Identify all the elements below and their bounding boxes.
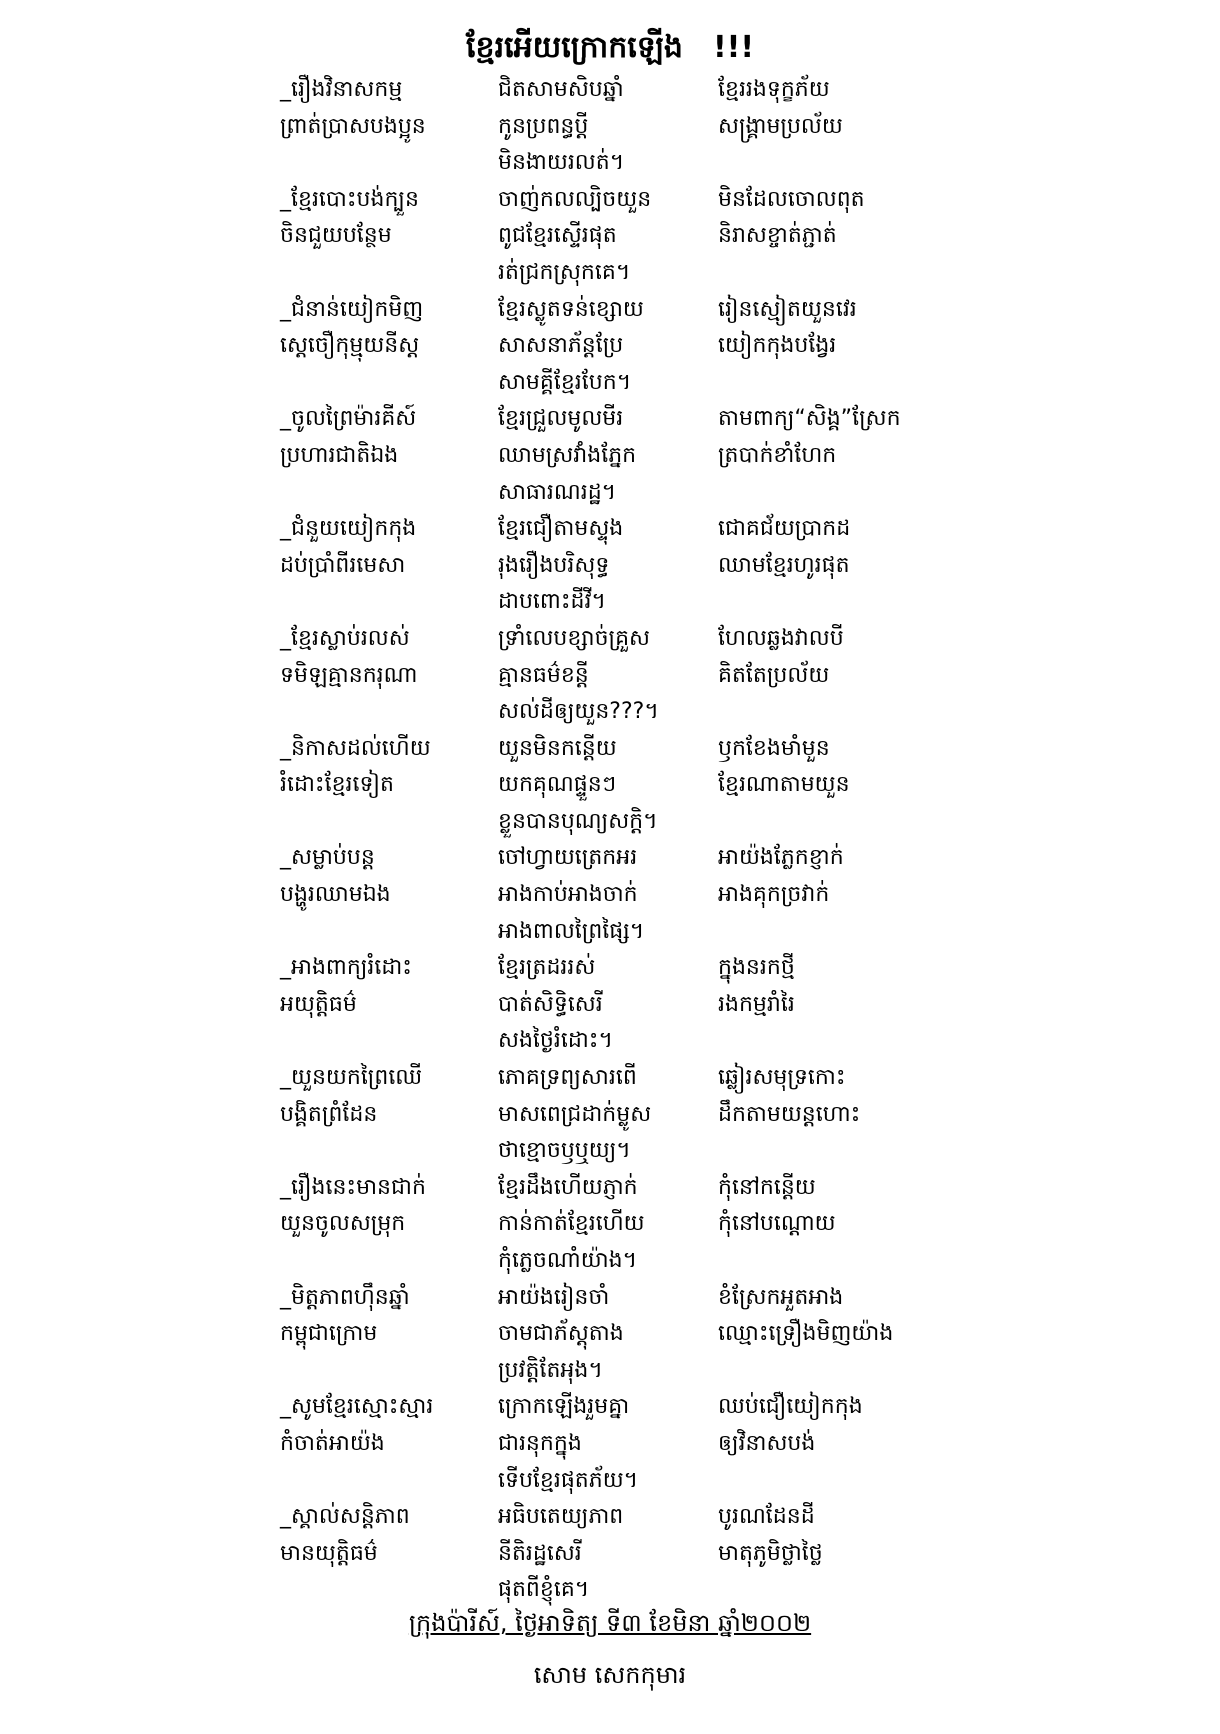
verse-phrase: រុងរឿងបរិសុទ្ធ — [498, 552, 610, 578]
verse-phrase: យកគុណផ្ទួនៗ — [498, 772, 617, 798]
verse-phrase: _យួនយកព្រៃឈើ — [280, 1065, 423, 1091]
verse-closing-phrase: សាធារណរដ្ឋ។ — [498, 479, 617, 505]
verse-closing-phrase: ប្រវត្តិតែអុង។ — [498, 1357, 603, 1383]
stanza — [280, 1389, 960, 1499]
verse-phrase: ជារនុកក្នុង — [498, 1430, 582, 1456]
poem-body — [280, 72, 960, 1609]
verse-phrase: មានយុត្តិធម៌ — [280, 1540, 378, 1566]
verse-phrase: ខ្មែរណាតាមយួន — [718, 772, 850, 798]
verse-phrase: ឆ្លៀរសមុទ្រកោះ — [718, 1065, 846, 1091]
poem-line — [280, 109, 960, 146]
verse-phrase: រំដោះខ្មែរទៀត — [280, 772, 394, 798]
verse-phrase: កាន់កាត់ខ្មែរហើយ — [498, 1211, 645, 1237]
poem-line — [280, 1170, 960, 1207]
verse-phrase: បាត់សិទ្ធិសេរី — [498, 991, 603, 1017]
verse-closing-phrase: សល់ដីឲ្យយួន???។ — [498, 699, 659, 725]
poem-line — [280, 182, 960, 219]
verse-phrase: តាមពាក្យ“សិង្គ”ស្រែក — [718, 406, 901, 432]
stanza — [280, 511, 960, 621]
verse-phrase: ខ្មែរជ្រួលមូលមីរ — [498, 406, 624, 432]
poem-line — [280, 1499, 960, 1536]
verse-phrase: សាសនាភ័ន្តប្រែ — [498, 333, 624, 359]
verse-phrase: _ចូលព្រៃម៉ារគីស៍ — [280, 406, 417, 432]
verse-phrase: ដប់ប្រាំពីរមេសា — [280, 552, 406, 578]
poem-line — [280, 365, 960, 402]
verse-phrase: អាយ៉ងភ្លែកខ្ញាក់ — [718, 845, 844, 871]
poem-line — [280, 1353, 960, 1390]
verse-phrase: រៀនស្មៀតយួនវេរ — [718, 296, 857, 322]
poem-line — [280, 1206, 960, 1243]
poem-line — [280, 1060, 960, 1097]
verse-phrase: នីតិរដ្ឋសេរី — [498, 1540, 582, 1566]
poem-line — [280, 1280, 960, 1317]
verse-closing-phrase: ទើបខ្មែរផុតភ័យ។ — [498, 1467, 639, 1493]
verse-phrase: បូរណដែនដី — [718, 1504, 815, 1530]
verse-phrase: _និកាសដល់ហើយ — [280, 735, 431, 761]
verse-phrase: _មិត្តភាពហ៊ឹនឆ្នាំ — [280, 1284, 410, 1310]
verse-phrase: កម្ពុជាក្រោម — [280, 1321, 378, 1347]
verse-phrase: កុំនៅបណ្តោយ — [718, 1211, 836, 1237]
verse-phrase: ចាញ់កលល្បិចយួន — [498, 186, 652, 212]
verse-closing-phrase: រត់ជ្រកស្រុកគេ។ — [498, 259, 631, 285]
stanza — [280, 1060, 960, 1170]
verse-phrase: _ខ្មែរស្លាប់រលស់ — [280, 625, 410, 651]
verse-phrase: រងកម្មរាំរៃ — [718, 991, 795, 1017]
verse-phrase: អាងកាប់អាងចាក់ — [498, 882, 638, 908]
verse-phrase: យួនចូលសម្រុក — [280, 1211, 406, 1237]
stanza — [280, 1499, 960, 1609]
stanza — [280, 1280, 960, 1390]
stanza — [280, 950, 960, 1060]
verse-phrase: និរាសខ្ចាត់ភ្ជាត់ — [718, 223, 837, 249]
verse-closing-phrase: មិនងាយរលត់។ — [498, 150, 625, 176]
poem-line — [280, 914, 960, 951]
poem-line — [280, 1243, 960, 1280]
verse-closing-phrase: អាងពាលព្រៃផ្សៃ។ — [498, 918, 645, 944]
verse-closing-phrase: សាមគ្គីខ្មែរបែក។ — [498, 369, 632, 395]
verse-phrase: ខ្មែរដឹងហើយភ្ញាក់ — [498, 1174, 638, 1200]
verse-closing-phrase: ដាបពោះដីវី។ — [498, 589, 606, 615]
verse-phrase: ឫកខែងមាំមួន — [718, 735, 830, 761]
poem-line — [280, 511, 960, 548]
poem-line — [280, 255, 960, 292]
poem-line — [280, 1389, 960, 1426]
verse-phrase: ខ្មែរជឿតាមស្ទុង — [498, 516, 624, 542]
stanza — [280, 1170, 960, 1280]
verse-phrase: ក្នុងនរកថ្មី — [718, 955, 795, 981]
poem-line — [280, 1572, 960, 1609]
title-text: ខ្មែរអើយក្រោកឡើង — [466, 30, 683, 65]
verse-phrase: ទមិឡគ្មានករុណា — [280, 662, 418, 688]
verse-phrase: ឲ្យវិនាសបង់ — [718, 1430, 816, 1456]
poem-line — [280, 877, 960, 914]
verse-phrase: _អាងពាក្យរំដោះ — [280, 955, 412, 981]
verse-phrase: ឈាមខ្មែរហូរផុត — [718, 552, 850, 578]
verse-closing-phrase: ថាខ្មោចឫឬយ្យ។ — [498, 1138, 631, 1164]
verse-phrase: ត្របាក់ខាំហែក — [718, 442, 837, 468]
poem-line — [280, 475, 960, 512]
verse-phrase: ព្រាត់ប្រាសបងប្អូន — [280, 113, 426, 139]
verse-phrase: _ស្គាល់សន្តិភាព — [280, 1504, 410, 1530]
verse-phrase: ឈ្មោះទ្រឿងមិញយ៉ាង — [718, 1321, 894, 1347]
place-date: ក្រុងប៉ារីស៍, ថ្ងៃអាទិត្យ ទី៣ ខែមិនា ឆ្នាំ២០០២ — [408, 1609, 812, 1637]
verse-closing-phrase: ផុតពីខ្ញុំគេ។ — [498, 1577, 590, 1603]
verse-phrase: _ជំនាន់យៀកមិញ — [280, 296, 424, 322]
poem-line — [280, 1023, 960, 1060]
verse-phrase: _សូមខ្មែរស្មោះស្មារ — [280, 1394, 434, 1420]
verse-phrase: ឈាមស្រវាំងភ្នែក — [498, 442, 637, 468]
poem-line — [280, 292, 960, 329]
verse-phrase: ចៅហ្វាយត្រេកអរ — [498, 845, 638, 871]
stanza — [280, 731, 960, 841]
verse-phrase: ខ្មែរស្លូតទន់ខ្សោយ — [498, 296, 644, 322]
poem-line — [280, 328, 960, 365]
verse-phrase: ខ្មែររងទុក្ខភ័យ — [718, 77, 830, 102]
poem-line — [280, 1536, 960, 1573]
poem-line — [280, 1133, 960, 1170]
stanza — [280, 401, 960, 511]
verse-phrase: ពូជខ្មែរស្ទើរផុត — [498, 223, 617, 249]
poem-line — [280, 218, 960, 255]
verse-phrase: _ខ្មែរបោះបង់ក្បួន — [280, 186, 419, 212]
poem-line — [280, 987, 960, 1024]
verse-phrase: ខ្មែរត្រដររស់ — [498, 955, 596, 981]
poem-line — [280, 72, 960, 109]
poem-line — [280, 1426, 960, 1463]
verse-phrase: ខំស្រែកអួតអាង — [718, 1284, 844, 1310]
verse-closing-phrase: សងថ្ងៃរំដោះ។ — [498, 1028, 613, 1054]
verse-phrase: ចាមជាភ័ស្តុតាង — [498, 1321, 624, 1347]
verse-phrase: កំចាត់អាយ៉ង — [280, 1430, 385, 1456]
verse-phrase: គិតតែប្រល័យ — [718, 662, 830, 688]
verse-phrase: _ជំនួយយៀកកុង — [280, 516, 417, 542]
verse-phrase: ស្តេចឿកុម្មុយនីស្ត — [280, 333, 420, 359]
stanza — [280, 621, 960, 731]
poem-line — [280, 401, 960, 438]
verse-phrase: អាយ៉ងរៀនចាំ — [498, 1284, 610, 1310]
verse-phrase: _សម្លាប់បន្ត — [280, 845, 375, 871]
poem-line — [280, 804, 960, 841]
verse-phrase: ហែលឆ្លងវាលបី — [718, 625, 844, 651]
verse-phrase: ចិនជួយបន្ថែម — [280, 223, 392, 249]
verse-phrase: ទ្រាំលេបខ្សាច់គ្រួស — [498, 625, 651, 651]
verse-phrase: សង្គ្រាមប្រល័យ — [718, 113, 843, 139]
verse-phrase: ឈប់ជឿយៀកកុង — [718, 1394, 863, 1420]
poem-line — [280, 1097, 960, 1134]
verse-phrase: ជោគជ័យប្រាកដ — [718, 516, 851, 542]
verse-phrase: ជិតសាមសិបឆ្នាំ — [498, 77, 624, 102]
verse-phrase: គ្មានធម៌ខន្តី — [498, 662, 589, 688]
verse-phrase: ដឹកតាមយន្តហោះ — [718, 1101, 861, 1127]
poem-line — [280, 438, 960, 475]
verse-phrase: បង្គិតព្រំដែន — [280, 1101, 378, 1127]
poem-line — [280, 658, 960, 695]
stanza — [280, 182, 960, 292]
poem-line — [280, 1463, 960, 1500]
verse-phrase: អយុត្តិធម៌ — [280, 991, 357, 1017]
stanza — [280, 840, 960, 950]
verse-phrase: មិនដែលចោលពុត — [718, 186, 865, 212]
verse-phrase: កូនប្រពន្ធប្តី — [498, 113, 589, 139]
verse-phrase: ក្រោកឡើងរួមគ្នា — [498, 1394, 630, 1420]
verse-phrase: កុំនៅកន្តើយ — [718, 1174, 816, 1200]
poem-line — [280, 950, 960, 987]
poem-line — [280, 145, 960, 182]
poem-line — [280, 694, 960, 731]
verse-phrase: យួនមិនកន្តើយ — [498, 735, 617, 761]
verse-phrase: មាតុភូមិថ្លាថ្លៃ — [718, 1540, 823, 1566]
poem-line — [280, 1316, 960, 1353]
verse-phrase: យៀកកុងបង្វែរ — [718, 333, 837, 359]
verse-phrase: ភោគទ្រព្យសារពើ — [498, 1065, 637, 1091]
poem-line — [280, 584, 960, 621]
title-exclamation: !!! — [712, 30, 754, 65]
poem-line — [280, 767, 960, 804]
poem-line — [280, 621, 960, 658]
verse-phrase: អធិបតេយ្យភាព — [498, 1504, 624, 1530]
poem-title — [0, 28, 1220, 68]
verse-closing-phrase: ខ្លួនបានបុណ្យសក្តិ។ — [498, 808, 658, 834]
verse-phrase: _រឿងវិនាសកម្ម — [280, 77, 403, 102]
poem-line — [280, 731, 960, 768]
verse-phrase: អាងគុកច្រវាក់ — [718, 882, 830, 908]
poem-line — [280, 548, 960, 585]
stanza — [280, 72, 960, 182]
verse-phrase: មាសពេជ្រដាក់ម្លូស — [498, 1101, 652, 1127]
poem-line — [280, 840, 960, 877]
author-name: សោម សេកកុមារ — [533, 1661, 687, 1689]
verse-phrase: ប្រហារជាតិឯង — [280, 442, 399, 468]
verse-phrase: _រឿងនេះមានជាក់ — [280, 1174, 426, 1200]
verse-phrase: បង្ហូរឈាមឯង — [280, 882, 391, 908]
verse-closing-phrase: កុំភ្លេចណាំយ៉ាង។ — [498, 1248, 638, 1273]
stanza — [280, 292, 960, 402]
